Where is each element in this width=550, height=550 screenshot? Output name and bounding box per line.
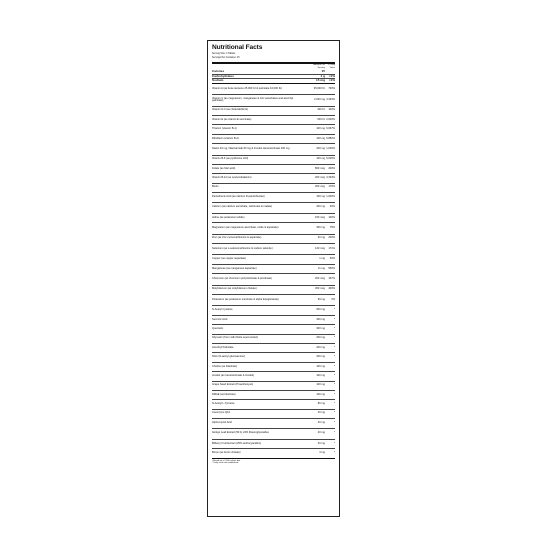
- nutrient-name: Niacin 40 mg, Niacinamide 60 mg & Inositol Hexanicotinate 100 mg: [212, 146, 290, 150]
- nutrient-name: Iodine (as potassium iodide): [212, 215, 245, 219]
- nutrient-amount: 100 mg: [316, 157, 325, 161]
- nutrient-amount: 600 mg: [316, 308, 325, 312]
- nutrient-row: [212, 352, 335, 361]
- nutrient-row: [212, 254, 335, 263]
- dv-header-line1: % Daily: [327, 64, 335, 67]
- nutrient-amount: 1 g: [320, 74, 325, 79]
- nutrient-daily-value: <1%: [328, 78, 335, 83]
- nutrient-daily-value: *: [333, 373, 335, 377]
- nutrient-row: [212, 213, 335, 222]
- nutrient-amount: 100 mg: [316, 383, 325, 387]
- nutrient-name: Grape Seed Extract (Proanthocyan): [212, 383, 254, 387]
- nutrient-amount: 200 mg: [316, 205, 325, 209]
- nutrient-daily-value: 5,882%: [326, 136, 335, 140]
- nutrient-amount: 100 mg: [316, 194, 325, 198]
- nutrient-daily-value: *: [333, 402, 335, 406]
- nutrient-row: [212, 243, 335, 254]
- nutrient-name: Selenium (as L-selenomethionine & sodium selenite): [212, 246, 273, 250]
- nutrient-daily-value: 20%: [329, 205, 335, 209]
- dv-header: [325, 64, 335, 69]
- nutrient-amount: 300 mcg: [315, 287, 325, 291]
- nutrient-amount: 300 mg: [316, 226, 325, 230]
- nutrient-name: Quercetin: [212, 326, 224, 330]
- nutrient-name: Ascorbyl Palmitate: [212, 345, 234, 349]
- column-header: [212, 64, 335, 70]
- nutrient-daily-value: 167%: [328, 277, 335, 280]
- nutrient-daily-value: *: [333, 431, 335, 435]
- nutrient-amount: 80 mg: [317, 402, 325, 406]
- nutrient-name: Potassium (as potassium succinate & alpha ketoglutarate): [212, 297, 279, 301]
- nutrient-amount: 800 mcg: [315, 166, 325, 170]
- nutrient-name: N-Acetyl L-Tyrosine: [212, 402, 235, 406]
- nutrient-amount: 15 mg: [316, 78, 325, 83]
- nutrient-daily-value: 6,667%: [326, 127, 335, 131]
- nutrient-amount: 40 mg: [317, 411, 325, 415]
- nutrient-row: [212, 381, 335, 390]
- nutrient-daily-value: 170%: [328, 185, 335, 189]
- nutrient-row: [212, 399, 335, 408]
- nutrient-row: [212, 183, 335, 192]
- nutrient-row: [212, 124, 335, 133]
- nutrient-name: Riboflavin (vitamin B-2): [212, 136, 239, 140]
- nutrient-name: Vitamin E (as vitamin E succinate): [212, 117, 252, 121]
- nutrient-daily-value: *: [333, 451, 335, 455]
- nutrient-daily-value: 700%: [328, 86, 335, 90]
- nutrient-row: [212, 362, 335, 371]
- nutrient-amount: 15: [321, 69, 325, 74]
- nutrient-amount: 100 mg: [316, 373, 325, 377]
- nutrient-name: Copper (as copper aspartate): [212, 257, 246, 261]
- nutrient-amount: 100 mg: [316, 136, 325, 140]
- amount-header-line2: Serving: [317, 66, 325, 69]
- nutrient-daily-value: *: [333, 420, 335, 424]
- nutrient-row: [212, 324, 335, 333]
- nutrient-amount: 200 mg: [316, 355, 325, 359]
- nutrient-amount: 200 mcg: [315, 176, 325, 180]
- nutrient-name: Succinic Acid: [212, 317, 228, 321]
- nutrient-name: Bilberry Fruit Extract (25% anthocyanidins): [212, 441, 262, 445]
- nutrient-daily-value: 5,000%: [326, 157, 335, 161]
- nutrient-amount: 200 mcg: [315, 277, 325, 280]
- nutrient-row: [212, 115, 335, 124]
- nutrient-daily-value: *: [333, 411, 335, 415]
- nutrient-daily-value: *: [333, 336, 335, 340]
- nutrient-name: Calcium (as calcium ascorbate, carbonate & malate): [212, 205, 273, 209]
- nutrient-daily-value: 1,000%: [326, 146, 335, 150]
- nutrient-amount: 150 mcg: [315, 215, 325, 219]
- nutrient-row: [212, 294, 335, 305]
- nutrient-name: Vitamin A (as beta carotene 25,000 IU & palmitate 10,000 IU): [212, 86, 283, 90]
- nutrient-name: Ginkgo Leaf Extract (50:1) 24% Flavonglycosides: [212, 431, 269, 435]
- nutrient-row: [212, 371, 335, 380]
- nutrient-daily-value: *: [333, 317, 335, 321]
- nutrition-facts-label: [207, 40, 340, 517]
- nutrient-row: [212, 192, 335, 201]
- nutrient-name: Magnesium (as magnesium ascorbate, oxide & aspartate): [212, 226, 279, 230]
- nutrient-amount: 100 mg: [316, 364, 325, 368]
- nutrient-daily-value: *: [333, 441, 335, 445]
- nutrient-name: Molybdenum (as molybdenum chelate): [212, 287, 257, 291]
- nutrient-amount: 200 mg: [316, 336, 325, 340]
- nutrient-amount: 35,000 IU: [313, 86, 325, 90]
- nutrient-name: Pantothenic Acid (as calcium D-pantothenate): [212, 194, 265, 198]
- nutrient-row: [212, 94, 335, 105]
- nutrient-amount: 300 mg: [316, 317, 325, 321]
- serving-size: Serving Size: 4 Tablets: [212, 53, 236, 55]
- nutrient-name: Vitamin C (as magnesium, manganese & zinc ascorbates and ascorbyl palmitate): [212, 96, 294, 103]
- nutrient-amount: 30 mg: [317, 236, 325, 240]
- nutrient-name: Carbohydrates: [212, 74, 234, 79]
- nutrient-name: Sodium: [212, 78, 224, 83]
- nutrient-row: [212, 428, 335, 439]
- nutrient-amount: 200 mg: [316, 345, 325, 349]
- nutrient-name: Coenzyme Q10: [212, 411, 231, 415]
- nutrient-daily-value: 75%: [329, 226, 335, 230]
- nutrient-row: [212, 264, 335, 273]
- nutrient-row: [212, 334, 335, 343]
- footnotes: [212, 458, 335, 465]
- nutrient-amount: 1 mg: [319, 257, 325, 261]
- nutrient-daily-value: *: [333, 364, 335, 368]
- nutrient-name: N-Acetyl Cysteine: [212, 308, 233, 312]
- nutrient-row: [212, 305, 335, 314]
- nutrient-amount: 100 mg: [316, 392, 325, 396]
- nutrient-row: [212, 315, 335, 324]
- nutrient-daily-value: 100%: [328, 215, 335, 219]
- nutrient-amount: 40 mg: [317, 431, 325, 435]
- servings-per-container: Servings Per Container: 15: [212, 56, 240, 59]
- nutrient-amount: 300 mg: [316, 326, 325, 330]
- footnote: ¹ Based on a 2,000 calorie diet: [212, 459, 241, 462]
- nutrient-row: [212, 273, 335, 284]
- dv-header-line2: Value: [329, 66, 335, 69]
- nutrient-daily-value: 200%: [328, 236, 335, 240]
- nutrient-daily-value: *: [333, 355, 335, 359]
- nutrient-daily-value: 1,000%: [326, 194, 335, 198]
- nutrient-name: Alpha Lipoic Acid: [212, 420, 232, 424]
- nutrient-amount: 200 mg: [316, 146, 325, 150]
- nutrient-row: [212, 222, 335, 233]
- nutrient-daily-value: 3,333%: [326, 176, 335, 180]
- nutrient-row: [212, 418, 335, 427]
- nutrient-daily-value: 200%: [328, 166, 335, 170]
- nutrient-row: [212, 390, 335, 399]
- nutrient-daily-value: 50%: [329, 257, 335, 261]
- nutrient-row: [212, 285, 335, 294]
- nutrient-row: [212, 134, 335, 143]
- nutrient-daily-value: *: [333, 345, 335, 349]
- nutrient-amount: 40 mg: [317, 420, 325, 424]
- nutrient-amount: 40 mg: [317, 441, 325, 445]
- nutrient-name: DMAE (as bitartrate): [212, 392, 236, 396]
- nutrient-row: [212, 83, 335, 94]
- nutrient-amount: 120 mcg: [315, 246, 325, 250]
- nutrient-name: Vitamin B-6 (as pyridoxine HCl): [212, 157, 249, 161]
- nutrient-name: Silymarin (from milk thistle seed extract): [212, 336, 258, 340]
- nutrient-amount: 11 mg: [317, 266, 325, 270]
- nutrient-daily-value: *: [333, 326, 335, 330]
- nutrient-row: [212, 143, 335, 154]
- nutrient-name: Vitamin B-12 (as cyanocobalamin): [212, 176, 252, 180]
- nutrient-name: Inositol (as hexanicotinate & inositol): [212, 373, 255, 377]
- nutrient-row: [212, 173, 335, 182]
- nutrient-amount: 2,000 mg: [314, 97, 325, 101]
- nutrient-amount: 99 mg: [317, 297, 325, 301]
- nutrient-row: [212, 155, 335, 164]
- nutrient-daily-value: *: [333, 383, 335, 387]
- macro-rows: [212, 70, 335, 83]
- nutrient-name: NAG (N-acetyl glucosamine): [212, 355, 245, 359]
- nutrient-row: [212, 106, 335, 115]
- nutrient-daily-value: *: [333, 392, 335, 396]
- nutrient-name: Biotin: [212, 185, 219, 189]
- nutrient-name: Vitamin D-3 (as cholecalciferol): [212, 108, 248, 112]
- nutrient-name: Manganese (as manganese aspartate): [212, 266, 257, 270]
- nutrient-amount: 300 mcg: [315, 185, 325, 189]
- nutrient-daily-value: 2,000%: [326, 117, 335, 121]
- nutrient-row: [212, 234, 335, 243]
- nutrient-daily-value: 550%: [328, 266, 335, 270]
- nutrient-daily-value: <1%: [328, 74, 335, 79]
- nutrient-name: Calories: [212, 69, 225, 74]
- nutrient-amount: 600 IU: [317, 117, 325, 121]
- nutrient-daily-value: 171%: [328, 246, 335, 250]
- nutrient-row: [212, 409, 335, 418]
- nutrient-name: Boron (as boron chelate): [212, 451, 241, 455]
- nutrient-amount: 3 mg: [319, 451, 325, 455]
- nutrient-row: [212, 448, 335, 457]
- nutrient-name: Chromium (as chromium polynicotinate & picolinate): [212, 277, 272, 280]
- nutrient-name: Zinc (as zinc monomethionine & aspartate): [212, 236, 262, 240]
- amount-header-line1: Amount Per: [313, 64, 325, 67]
- nutrient-row: [212, 164, 335, 173]
- nutrient-row: [212, 343, 335, 352]
- nutrient-daily-value: 400%: [328, 287, 335, 291]
- nutrient-name: Choline (as bitartrate): [212, 364, 237, 368]
- nutrient-row: [212, 439, 335, 448]
- label-title: Nutritional Facts: [212, 44, 263, 51]
- nutrient-rows: [212, 83, 335, 458]
- nutrient-daily-value: *: [333, 308, 335, 312]
- nutrient-row: [212, 202, 335, 213]
- nutrient-amount: 100 mg: [316, 127, 325, 131]
- nutrient-name: Folate (as folic acid): [212, 166, 236, 170]
- nutrient-amount: 400 IU: [317, 108, 325, 112]
- nutrient-name: Thiamin (vitamin B-1): [212, 127, 237, 131]
- nutrient-daily-value: 3,333%: [326, 97, 335, 101]
- nutrient-daily-value: 3%: [331, 297, 335, 301]
- nutrient-daily-value: 100%: [328, 108, 335, 112]
- footnote: * Daily value not established.: [212, 462, 239, 465]
- nutrient-row: [212, 78, 335, 82]
